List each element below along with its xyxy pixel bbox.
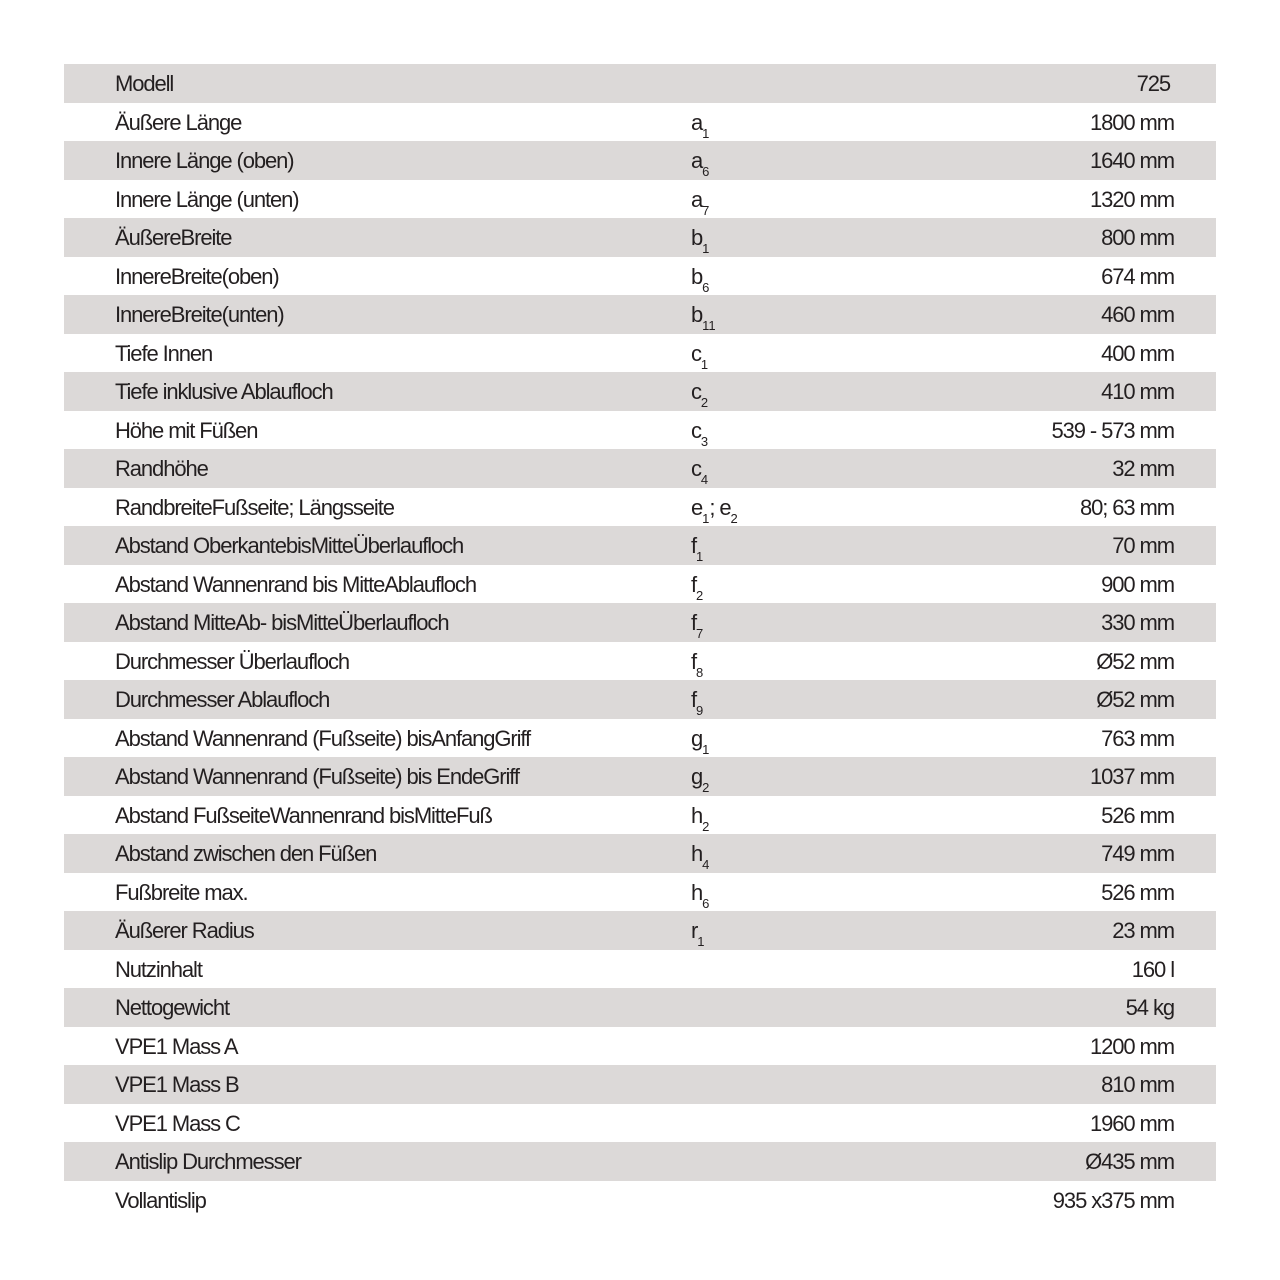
row-symbol: $c_4$ — [691, 456, 709, 487]
row-label: Modell — [115, 71, 174, 96]
row-value: Ø52 mm — [1096, 648, 1174, 674]
row-value: 410 mm — [1101, 379, 1174, 404]
row-value: 54 kg — [1125, 995, 1174, 1020]
row-symbol: $b_1$ — [691, 225, 710, 256]
row-symbol: $b_{11}$ — [691, 302, 716, 333]
row-value: 1960 mm — [1089, 1110, 1174, 1136]
row-label: Vollantislip — [115, 1187, 206, 1213]
row-label: Durchmesser Überlaufloch — [115, 648, 350, 674]
table-row — [64, 1104, 1216, 1143]
row-value: 674 mm — [1101, 263, 1174, 289]
row-symbol: $f_2$ — [691, 571, 704, 603]
row-label: Innere Länge (oben) — [115, 148, 294, 173]
spec-table — [64, 64, 1216, 1219]
row-label: Abstand MitteAb- bisMitteÜberlaufloch — [115, 610, 449, 635]
row-value: 23 mm — [1112, 918, 1174, 943]
row-label: Innere Länge (unten) — [115, 186, 299, 212]
row-label: RandbreiteFußseite; Längsseite — [115, 494, 394, 520]
row-symbol: $e_1$; $e_2$ — [691, 494, 738, 526]
row-value: 526 mm — [1101, 802, 1174, 828]
table-row — [64, 295, 1216, 334]
row-label: Äußere Länge — [115, 109, 242, 135]
row-symbol: $c_1$ — [691, 340, 709, 372]
row-symbol: $a_1$ — [691, 109, 710, 141]
table-row — [64, 488, 1216, 527]
table-row — [64, 257, 1216, 296]
table-row — [64, 334, 1216, 373]
table-row — [64, 603, 1216, 642]
row-symbol: $a_6$ — [691, 148, 710, 179]
row-value: 725 — [1136, 71, 1170, 96]
row-value: 160 l — [1131, 956, 1174, 982]
row-label: Durchmesser Ablaufloch — [115, 687, 330, 712]
row-symbol: $h_6$ — [691, 879, 710, 911]
row-symbol: $c_2$ — [691, 379, 709, 410]
row-label: VPE1 Mass A — [115, 1033, 238, 1059]
table-row — [64, 834, 1216, 873]
table-row — [64, 1142, 1216, 1181]
row-label: Nettogewicht — [115, 995, 229, 1020]
row-value: Ø435 mm — [1085, 1149, 1174, 1174]
table-row — [64, 950, 1216, 989]
table-row — [64, 1065, 1216, 1104]
table-row — [64, 411, 1216, 450]
row-symbol: $h_2$ — [691, 802, 710, 834]
row-symbol: $f_7$ — [691, 610, 704, 641]
table-row — [64, 372, 1216, 411]
row-label: Höhe mit Füßen — [115, 417, 258, 443]
row-label: VPE1 Mass B — [115, 1072, 239, 1097]
row-symbol: $f_9$ — [691, 687, 704, 718]
row-value: 1320 mm — [1089, 186, 1174, 212]
row-value: 1640 mm — [1089, 148, 1174, 173]
row-label: ÄußereBreite — [115, 225, 232, 250]
row-symbol: $b_6$ — [691, 263, 710, 295]
row-label: Nutzinhalt — [115, 956, 202, 982]
row-label: Abstand OberkantebisMitteÜberlaufloch — [115, 533, 464, 558]
table-row — [64, 757, 1216, 796]
row-symbol: $f_8$ — [691, 648, 704, 680]
row-value: 526 mm — [1101, 879, 1174, 905]
row-value: 810 mm — [1101, 1072, 1174, 1097]
table-row — [64, 642, 1216, 681]
table-row — [64, 719, 1216, 758]
row-symbol: $a_7$ — [691, 186, 710, 218]
row-value: Ø52 mm — [1096, 687, 1174, 712]
row-label: Abstand Wannenrand (Fußseite) bisAnfangGriff — [115, 725, 531, 751]
table-row — [64, 796, 1216, 835]
row-symbol: $h_4$ — [691, 841, 710, 872]
row-value: 1800 mm — [1089, 109, 1174, 135]
table-row — [64, 141, 1216, 180]
row-symbol: $r_1$ — [691, 918, 705, 949]
row-value: 539 - 573 mm — [1051, 417, 1174, 443]
table-row — [64, 1181, 1216, 1220]
row-symbol: $f_1$ — [691, 533, 704, 564]
row-value: 900 mm — [1101, 571, 1174, 597]
table-row — [64, 565, 1216, 604]
row-value: 935 x375 mm — [1052, 1187, 1174, 1213]
row-label: InnereBreite(unten) — [115, 302, 284, 327]
table-row — [64, 64, 1216, 103]
table-row — [64, 218, 1216, 257]
table-row — [64, 911, 1216, 950]
row-label: VPE1 Mass C — [115, 1110, 240, 1136]
row-value: 763 mm — [1101, 725, 1174, 751]
row-label: Äußerer Radius — [115, 918, 254, 943]
row-label: Fußbreite max. — [115, 879, 248, 905]
row-value: 1200 mm — [1089, 1033, 1174, 1059]
row-label: InnereBreite(oben) — [115, 263, 279, 289]
row-symbol: $g_2$ — [691, 764, 710, 795]
row-label: Abstand Wannenrand (Fußseite) bis EndeGriff — [115, 764, 519, 789]
table-row — [64, 526, 1216, 565]
table-row — [64, 449, 1216, 488]
row-label: Abstand Wannenrand bis MitteAblaufloch — [115, 571, 476, 597]
row-value: 400 mm — [1101, 340, 1174, 366]
table-row — [64, 1027, 1216, 1066]
row-symbol: $g_1$ — [691, 725, 710, 757]
row-value: 800 mm — [1101, 225, 1174, 250]
row-label: Tiefe Innen — [115, 340, 213, 366]
row-label: Abstand zwischen den Füßen — [115, 841, 377, 866]
row-label: Randhöhe — [115, 456, 208, 481]
row-value: 330 mm — [1101, 610, 1174, 635]
row-label: Tiefe inklusive Ablaufloch — [115, 379, 333, 404]
row-value: 749 mm — [1101, 841, 1174, 866]
row-value: 1037 mm — [1089, 764, 1174, 789]
table-row — [64, 988, 1216, 1027]
row-label: Antislip Durchmesser — [115, 1149, 301, 1174]
table-row — [64, 103, 1216, 142]
row-value: 32 mm — [1112, 456, 1174, 481]
row-value: 80; 63 mm — [1079, 494, 1174, 520]
row-value: 460 mm — [1101, 302, 1174, 327]
table-row — [64, 180, 1216, 219]
row-label: Abstand FußseiteWannenrand bisMitteFuß — [115, 802, 492, 828]
row-value: 70 mm — [1112, 533, 1174, 558]
row-symbol: $c_3$ — [691, 417, 709, 449]
table-row — [64, 873, 1216, 912]
table-row — [64, 680, 1216, 719]
